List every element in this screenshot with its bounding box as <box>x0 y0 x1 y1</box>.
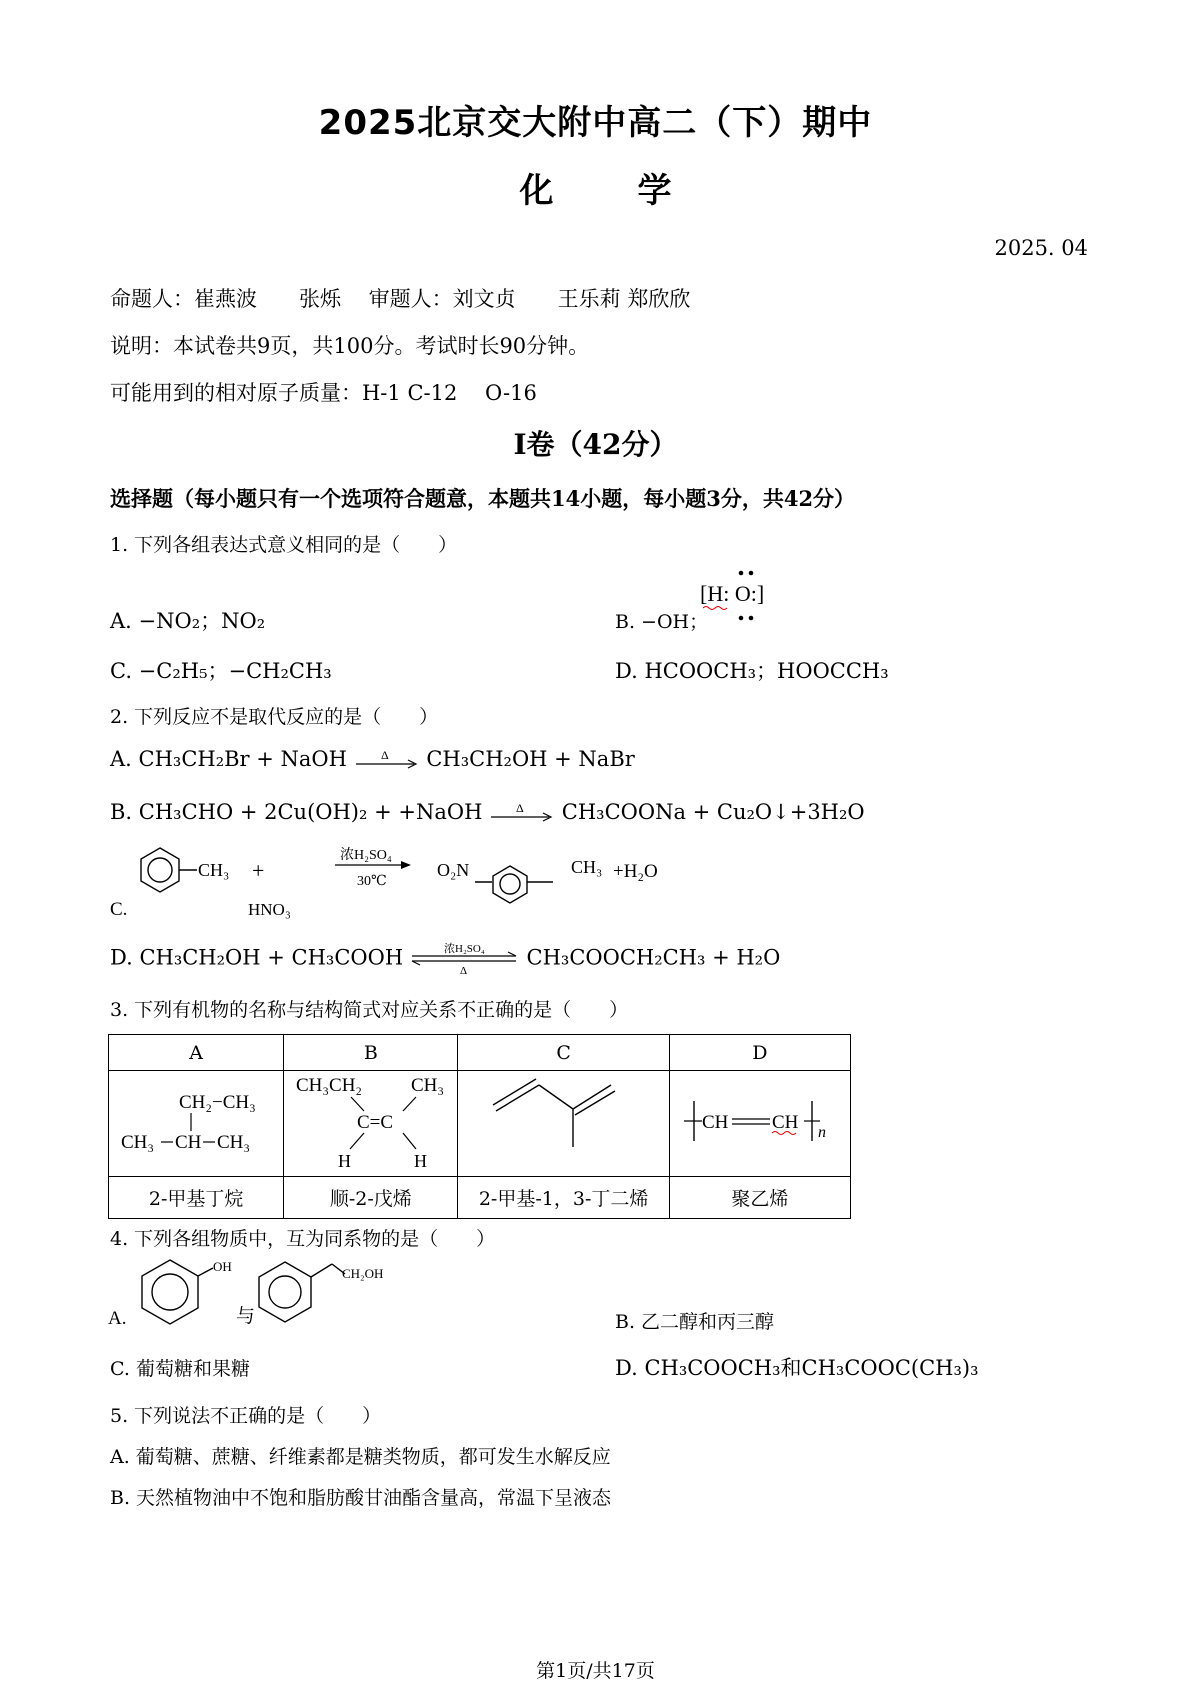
q4-a-and: 与 <box>236 1306 256 1327</box>
q3-header-a: A <box>109 1035 284 1071</box>
q2-c-ch3-product: CH₃ <box>571 857 603 877</box>
q2-c-plus: + <box>252 858 265 883</box>
q3-name-d: 聚乙烯 <box>669 1177 850 1219</box>
structure-isoprene-skeletal <box>461 1071 666 1171</box>
q1-option-b: B. −OH； <box>615 611 709 633</box>
q2-c-water: +H₂O <box>613 861 658 882</box>
subject-title <box>0 163 1191 212</box>
subject-char-2: 学 <box>637 171 672 211</box>
reversible-arrow <box>410 942 520 976</box>
atomic-masses: 可能用到的相对原子质量：H-1 C-12 O-16 <box>110 381 537 405</box>
q2-stem: 2. 下列反应不是取代反应的是（ ） <box>110 706 439 728</box>
q3-name-a: 2-甲基丁烷 <box>109 1177 284 1219</box>
q4-option-c: C. 葡萄糖和果糖 <box>110 1358 250 1380</box>
struct-d-ch1: CH <box>702 1112 729 1133</box>
q4-option-a <box>105 1258 425 1330</box>
q2-a-products: CH₃CH₂OH + NaBr <box>426 747 635 771</box>
q2-c-hno3: HNO₃ <box>248 900 291 919</box>
structure-2-methylbutane <box>111 1071 281 1171</box>
q4-option-b: B. 乙二醇和丙三醇 <box>615 1311 775 1333</box>
q4-a-oh: OH <box>213 1259 232 1274</box>
reaction-arrow <box>354 749 420 773</box>
q1-option-c: C. −C₂H₅；−CH₂CH₃ <box>110 659 332 683</box>
q4-stem: 4. 下列各组物质中，互为同系物的是（ ） <box>110 1228 496 1250</box>
struct-a-top: CH₂−CH₃ <box>179 1092 256 1113</box>
section-title: Ⅰ卷（42分） <box>513 428 678 461</box>
q5-option-b: B. 天然植物油中不饱和脂肪酸甘油酯含量高，常温下呈液态 <box>110 1487 612 1509</box>
q2-c-ch3: CH₃ <box>198 860 230 880</box>
structure-cis-2-pentene <box>286 1071 456 1171</box>
reaction-arrow <box>489 802 555 826</box>
struct-a-right: CH₃ <box>217 1132 251 1153</box>
struct-a-left: CH₃ <box>121 1132 155 1153</box>
q3-structure-a <box>109 1071 284 1177</box>
q2-b-reactants: B. CH₃CHO + 2Cu(OH)₂ + +NaOH <box>110 800 483 824</box>
q2-c-o2n: O₂N <box>437 860 470 880</box>
q2-option-c <box>105 845 825 925</box>
q1-stem: 1. 下列各组表达式意义相同的是（ ） <box>110 534 458 556</box>
toluene-benzene-ring <box>141 848 197 892</box>
q3-structure-d <box>669 1071 850 1177</box>
lewis-text: [H: O:] <box>700 581 765 606</box>
page-number: 第1页/共17页 <box>536 1660 655 1682</box>
q1-option-a: A. −NO₂；NO₂ <box>110 609 266 633</box>
struct-d-n: n <box>818 1124 827 1141</box>
part-heading: 选择题（每小题只有一个选项符合题意，本题共14小题，每小题3分，共42分） <box>110 486 856 511</box>
setters-line: 命题人：崔燕波 张烁 审题人：刘文贞 王乐莉 郑欣欣 <box>110 287 691 311</box>
q2-d-products: CH₃COOCH₂CH₃ + H₂O <box>526 945 781 970</box>
heat-symbol: Δ <box>380 748 389 762</box>
phenol-ring <box>142 1260 213 1324</box>
struct-b-h-left: H <box>337 1151 351 1171</box>
nitrotoluene-benzene-ring <box>475 866 553 903</box>
struct-a-mid: CH <box>175 1132 202 1153</box>
q3-header-c: C <box>458 1035 669 1071</box>
exam-title: 2025北京交大附中高二（下）期中 <box>318 103 873 143</box>
benzyl-alcohol-ring <box>259 1262 345 1322</box>
struct-b-left: CH₃CH₂ <box>295 1075 362 1096</box>
q3-name-c: 2-甲基-1，3-丁二烯 <box>458 1177 669 1219</box>
subject-char-1: 化 <box>519 171 554 211</box>
q4-a-ch2oh: CH₂OH <box>342 1266 384 1281</box>
q4-option-d: D. CH₃COOCH₃和CH₃COOC(CH₃)₃ <box>615 1356 979 1380</box>
struct-b-h-right: H <box>413 1151 427 1171</box>
q4-a-label: A. <box>108 1308 127 1329</box>
q1-lewis-structure <box>700 566 790 626</box>
struct-b-cc: C=C <box>356 1112 393 1133</box>
q5-stem: 5. 下列说法不正确的是（ ） <box>110 1405 382 1427</box>
q3-header-b: B <box>284 1035 458 1071</box>
q2-d-cond-top: 浓H₂SO₄ <box>443 943 485 955</box>
q2-b-products: CH₃COONa + Cu₂O↓+3H₂O <box>561 800 865 824</box>
q3-name-b: 顺-2-戊烯 <box>284 1177 458 1219</box>
q3-table <box>108 1034 851 1219</box>
q3-stem: 3. 下列有机物的名称与结构简式对应关系不正确的是（ ） <box>110 999 629 1021</box>
q2-d-cond-bottom: Δ <box>459 965 467 976</box>
q3-structure-b <box>284 1071 458 1177</box>
struct-b-right: CH₃ <box>410 1075 444 1096</box>
heat-symbol: Δ <box>516 801 524 815</box>
q3-header-d: D <box>669 1035 850 1071</box>
q2-option-d <box>110 942 780 976</box>
q2-c-cond-top: 浓H₂SO₄ <box>340 848 392 863</box>
q2-option-b <box>110 800 865 826</box>
exam-date: 2025. 04 <box>994 236 1088 260</box>
q2-c-cond-bottom: 30℃ <box>357 874 387 889</box>
q2-c-label: C. <box>110 899 128 920</box>
q2-d-reactants: D. CH₃CH₂OH + CH₃COOH <box>110 945 404 970</box>
structure-polymer <box>672 1071 847 1171</box>
q1-option-d: D. HCOOCH₃；HOOCCH₃ <box>615 659 889 683</box>
q2-option-a <box>110 747 635 773</box>
struct-d-ch2: CH <box>772 1112 799 1133</box>
q2-a-reactants: A. CH₃CH₂Br + NaOH <box>110 747 347 771</box>
q5-option-a: A. 葡萄糖、蔗糖、纤维素都是糖类物质，都可发生水解反应 <box>110 1446 611 1468</box>
exam-note: 说明：本试卷共9页，共100分。考试时长90分钟。 <box>110 334 590 358</box>
q3-structure-c <box>458 1071 669 1177</box>
